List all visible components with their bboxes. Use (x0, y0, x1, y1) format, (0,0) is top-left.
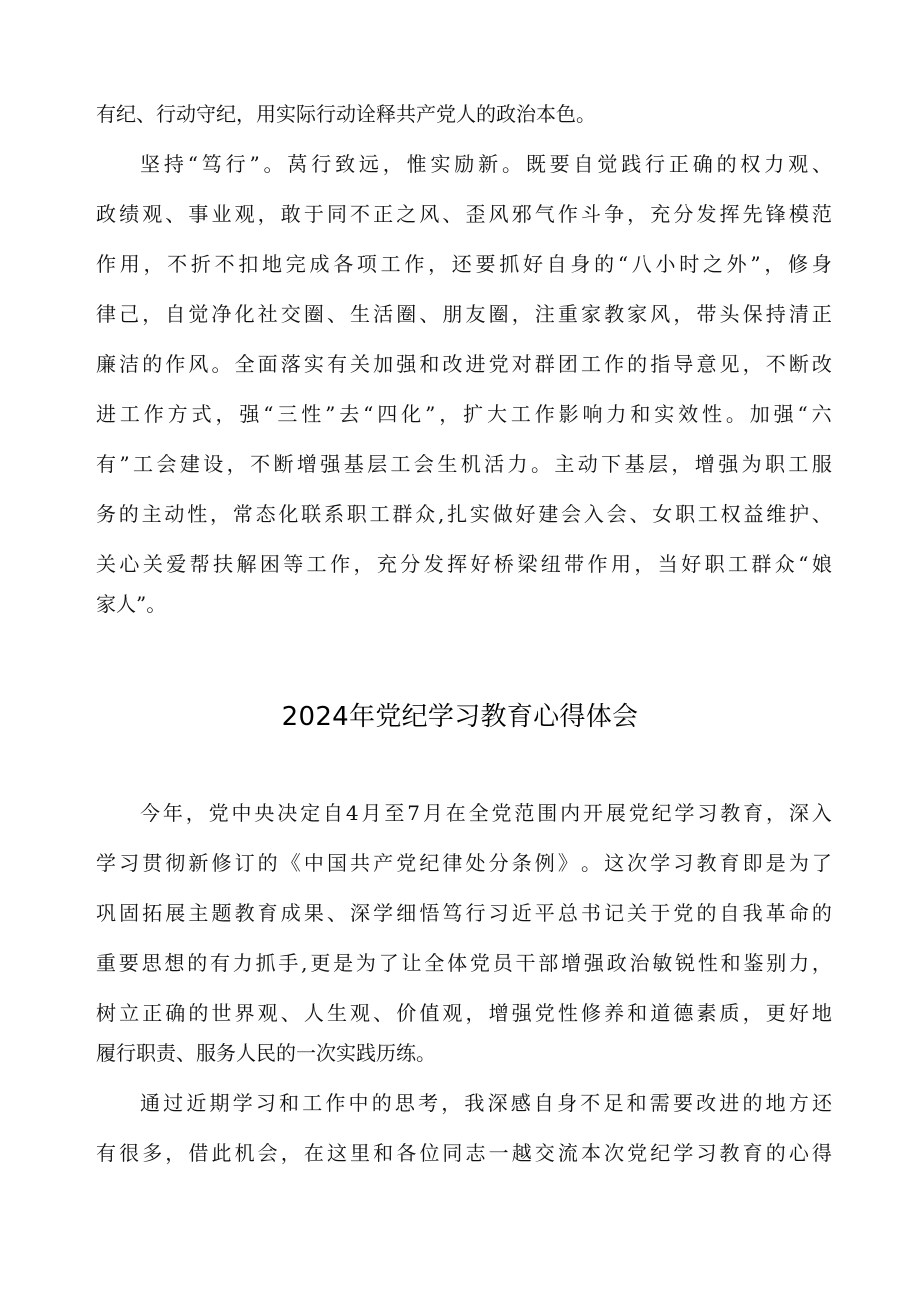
paragraph-line (0, 584, 920, 624)
line-text: 坚 持 “ 笃 行 ” 。 莴 行 致 远 ， 惟 实 励 新 。 既 要 自 觉 践 行 正 确 的 权 力 观 、 (140, 152, 832, 176)
line-text: 关 心 关 爱 帮 扶 解 困 等 工 作 ， 充 分 发 挥 好 桥 梁 纽 带 作 用 ， 当 好 职 工 群 众 “ 娘 (96, 552, 832, 576)
paragraph-line (0, 394, 920, 434)
paragraph-line (0, 144, 920, 184)
line-text: 家人”。 (96, 592, 167, 616)
line-text: 作 用 ， 不 折 不 扣 地 完 成 各 项 工 作 ， 还 要 抓 好 自 身 的 “ 八 小 时 之 外 ” ， 修 身 (96, 252, 832, 276)
line-text: 务 的 主 动 性 ， 常 态 化 联 系 职 工 群 众 , 扎 实 做 好 建 会 入 会 、 女 职 工 权 益 维 护 、 (96, 502, 832, 526)
paragraph-line (0, 294, 920, 334)
line-text: 树 立 正 确 的 世 界 观 、 人 生 观 、 价 值 观 ， 增 强 党 性 修 养 和 道 德 素 质 ， 更 好 地 (96, 1001, 832, 1025)
line-text: 重 要 思 想 的 有 力 抓 手 , 更 是 为 了 让 全 体 党 员 干 部 增 强 政 治 敏 锐 性 和 鉴 别 力 ， (96, 951, 832, 975)
line-text: 进 工 作 方 式 ， 强 “ 三 性 ” 去 “ 四 化 ” ， 扩 大 工 作 影 响 力 和 实 效 性 。 加 强 “ 六 (96, 402, 832, 426)
paragraph-line (0, 1033, 920, 1073)
paragraph-line (0, 444, 920, 484)
paragraph-line (0, 793, 920, 833)
line-text: 律 己 ， 自 觉 净 化 社 交 圈 、 生 活 圈 、 朋 友 圈 ， 注 重 家 教 家 风 ， 带 头 保 持 清 正 (96, 302, 832, 326)
document-title: 2024年党纪学习教育心得体会 (281, 702, 639, 732)
line-text: 廉 洁 的 作 风 。 全 面 落 实 有 关 加 强 和 改 进 党 对 群 团 工 作 的 指 导 意 见 ， 不 断 改 (96, 352, 832, 376)
line-text: 通 过 近 期 学 习 和 工 作 中 的 思 考 ， 我 深 感 自 身 不 足 和 需 要 改 进 的 地 方 还 (140, 1091, 832, 1115)
paragraph-line (0, 1133, 920, 1173)
paragraph-line (0, 893, 920, 933)
paragraph-line (0, 344, 920, 384)
line-text: 有 ” 工 会 建 设 ， 不 断 增 强 基 层 工 会 生 机 活 力 。 主 动 下 基 层 ， 增 强 为 职 工 服 (96, 452, 832, 476)
paragraph-line (0, 1083, 920, 1123)
line-text: 政 绩 观 、 事 业 观 ， 敢 于 同 不 正 之 风 、 歪 风 邪 气 作 斗 争 ， 充 分 发 挥 先 锋 模 范 (96, 202, 832, 226)
paragraph-line (0, 94, 920, 134)
paragraph-line (0, 494, 920, 534)
paragraph-line (0, 544, 920, 584)
line-text: 有纪、行动守纪，用实际行动诠释共产党人的政治本色。 (96, 102, 596, 126)
paragraph-line (0, 993, 920, 1033)
line-text: 今 年 ， 党 中 央 决 定 自 4 月 至 7 月 在 全 党 范 围 内 开 展 党 纪 学 习 教 育 ， 深 入 (140, 801, 832, 825)
line-text: 学 习 贯 彻 新 修 订 的 《 中 国 共 产 党 纪 律 处 分 条 例 》 。 这 次 学 习 教 育 即 是 为 了 (96, 851, 832, 875)
paragraph-line (0, 843, 920, 883)
line-text: 有 很 多 ， 借 此 机 会 ， 在 这 里 和 各 位 同 志 一 越 交 流 本 次 党 纪 学 习 教 育 的 心 得 (96, 1141, 832, 1165)
paragraph-line (0, 244, 920, 284)
line-text: 巩 固 拓 展 主 题 教 育 成 果 、 深 学 细 悟 笃 行 习 近 平 总 书 记 关 于 党 的 自 我 革 命 的 (96, 901, 832, 925)
line-text: 履行职责、服务人民的一次实践历练。 (96, 1041, 436, 1065)
paragraph-line (0, 943, 920, 983)
paragraph-line (0, 194, 920, 234)
